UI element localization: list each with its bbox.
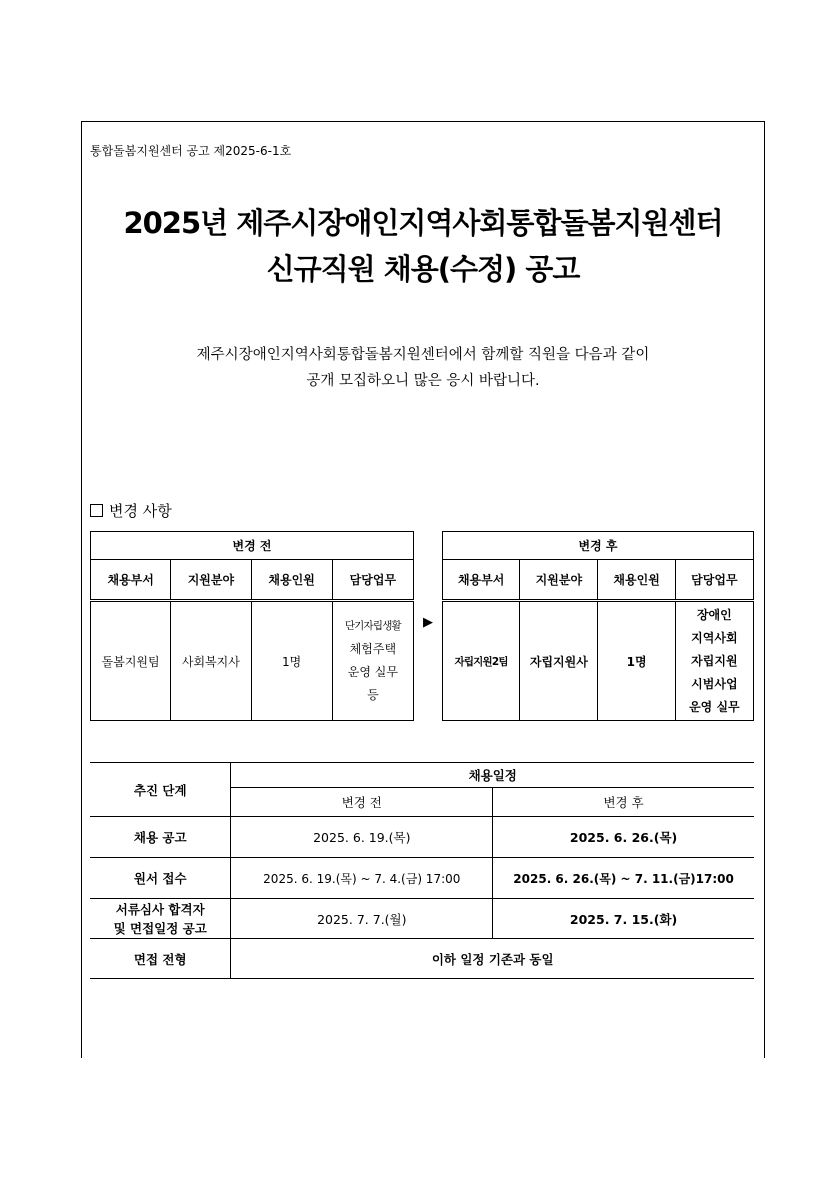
before-duty-line-1: 단기자립생활 [344, 620, 401, 632]
after-date-cell: 2025. 7. 15.(화) [493, 899, 754, 939]
after-col-duty: 담당업무 [675, 560, 753, 601]
before-field: 사회복지사 [171, 601, 251, 721]
schedule-before-header: 변경 전 [231, 788, 493, 817]
before-date-cell: 2025. 6. 19.(목) ~ 7. 4.(금) 17:00 [231, 858, 493, 899]
before-duty [332, 601, 413, 721]
after-date-cell: 2025. 6. 26.(목) ~ 7. 11.(금)17:00 [493, 858, 754, 899]
after-col-dept: 채용부서 [443, 560, 520, 601]
before-col-count: 채용인원 [251, 560, 332, 601]
stage-cell: 원서 접수 [90, 858, 231, 899]
after-duty-line-5: 운영 실무 [689, 699, 740, 714]
notice-number: 통합돌봄지원센터 공고 제2025-6-1호 [90, 144, 292, 158]
intro-line-2: 공개 모집하오니 많은 응시 바랍니다. [306, 373, 540, 389]
page-title [81, 200, 765, 292]
after-duty-line-4: 시범사업 [691, 676, 738, 691]
after-date-cell: 2025. 6. 26.(목) [493, 817, 754, 858]
before-col-field: 지원분야 [171, 560, 251, 601]
stage-cell [90, 899, 231, 939]
table-row [90, 858, 754, 899]
schedule-table [90, 762, 754, 979]
before-date-cell: 2025. 7. 7.(월) [231, 899, 493, 939]
after-change-table [442, 531, 754, 721]
stage-cell: 면접 전형 [90, 939, 231, 979]
table-row [90, 939, 754, 979]
after-duty-line-1: 장애인 [696, 607, 732, 622]
stage-cell: 채용 공고 [90, 817, 231, 858]
before-duty-line-4: 등 [367, 688, 379, 702]
stage-line-1: 서류심사 합격자 [115, 901, 205, 917]
after-duty [675, 601, 753, 721]
before-duty-line-3: 운영 실무 [347, 665, 398, 679]
arrow-right-icon: ▶ [423, 615, 433, 630]
before-duty-line-2: 체험주택 [349, 642, 397, 656]
intro-text [81, 342, 765, 394]
after-duty-line-2: 지역사회 [691, 630, 738, 645]
schedule-header: 채용일정 [231, 763, 754, 788]
after-col-field: 지원분야 [520, 560, 598, 601]
after-duty-line-3: 자립지원 [691, 653, 738, 668]
after-field: 자립지원사 [520, 601, 598, 721]
before-header: 변경 전 [91, 532, 414, 560]
before-col-dept: 채용부서 [91, 560, 171, 601]
section-title: 변경 사항 [109, 502, 172, 520]
before-count: 1명 [251, 601, 332, 721]
after-count: 1명 [598, 601, 675, 721]
stage-line-2: 및 면접일정 공고 [113, 920, 207, 936]
before-date-cell: 2025. 6. 19.(목) [231, 817, 493, 858]
after-dept: 자립지원2팀 [443, 601, 520, 721]
table-row [90, 817, 754, 858]
checkbox-square-icon [90, 504, 103, 517]
before-dept: 돌봄지원팀 [91, 601, 171, 721]
section-heading [90, 500, 172, 521]
before-change-table [90, 531, 414, 721]
before-col-duty: 담당업무 [332, 560, 413, 601]
schedule-after-header: 변경 후 [493, 788, 754, 817]
stage-header: 추진 단계 [90, 763, 231, 817]
after-col-count: 채용인원 [598, 560, 675, 601]
table-row [90, 899, 754, 939]
intro-line-1: 제주시장애인지역사회통합돌봄지원센터에서 함께할 직원을 다음과 같이 [196, 347, 650, 363]
after-header: 변경 후 [443, 532, 754, 560]
title-line-2: 신규직원 채용(수정) 공고 [266, 252, 580, 286]
schedule-note-cell: 이하 일정 기존과 동일 [231, 939, 754, 979]
title-line-1: 2025년 제주시장애인지역사회통합돌봄지원센터 [123, 206, 723, 240]
